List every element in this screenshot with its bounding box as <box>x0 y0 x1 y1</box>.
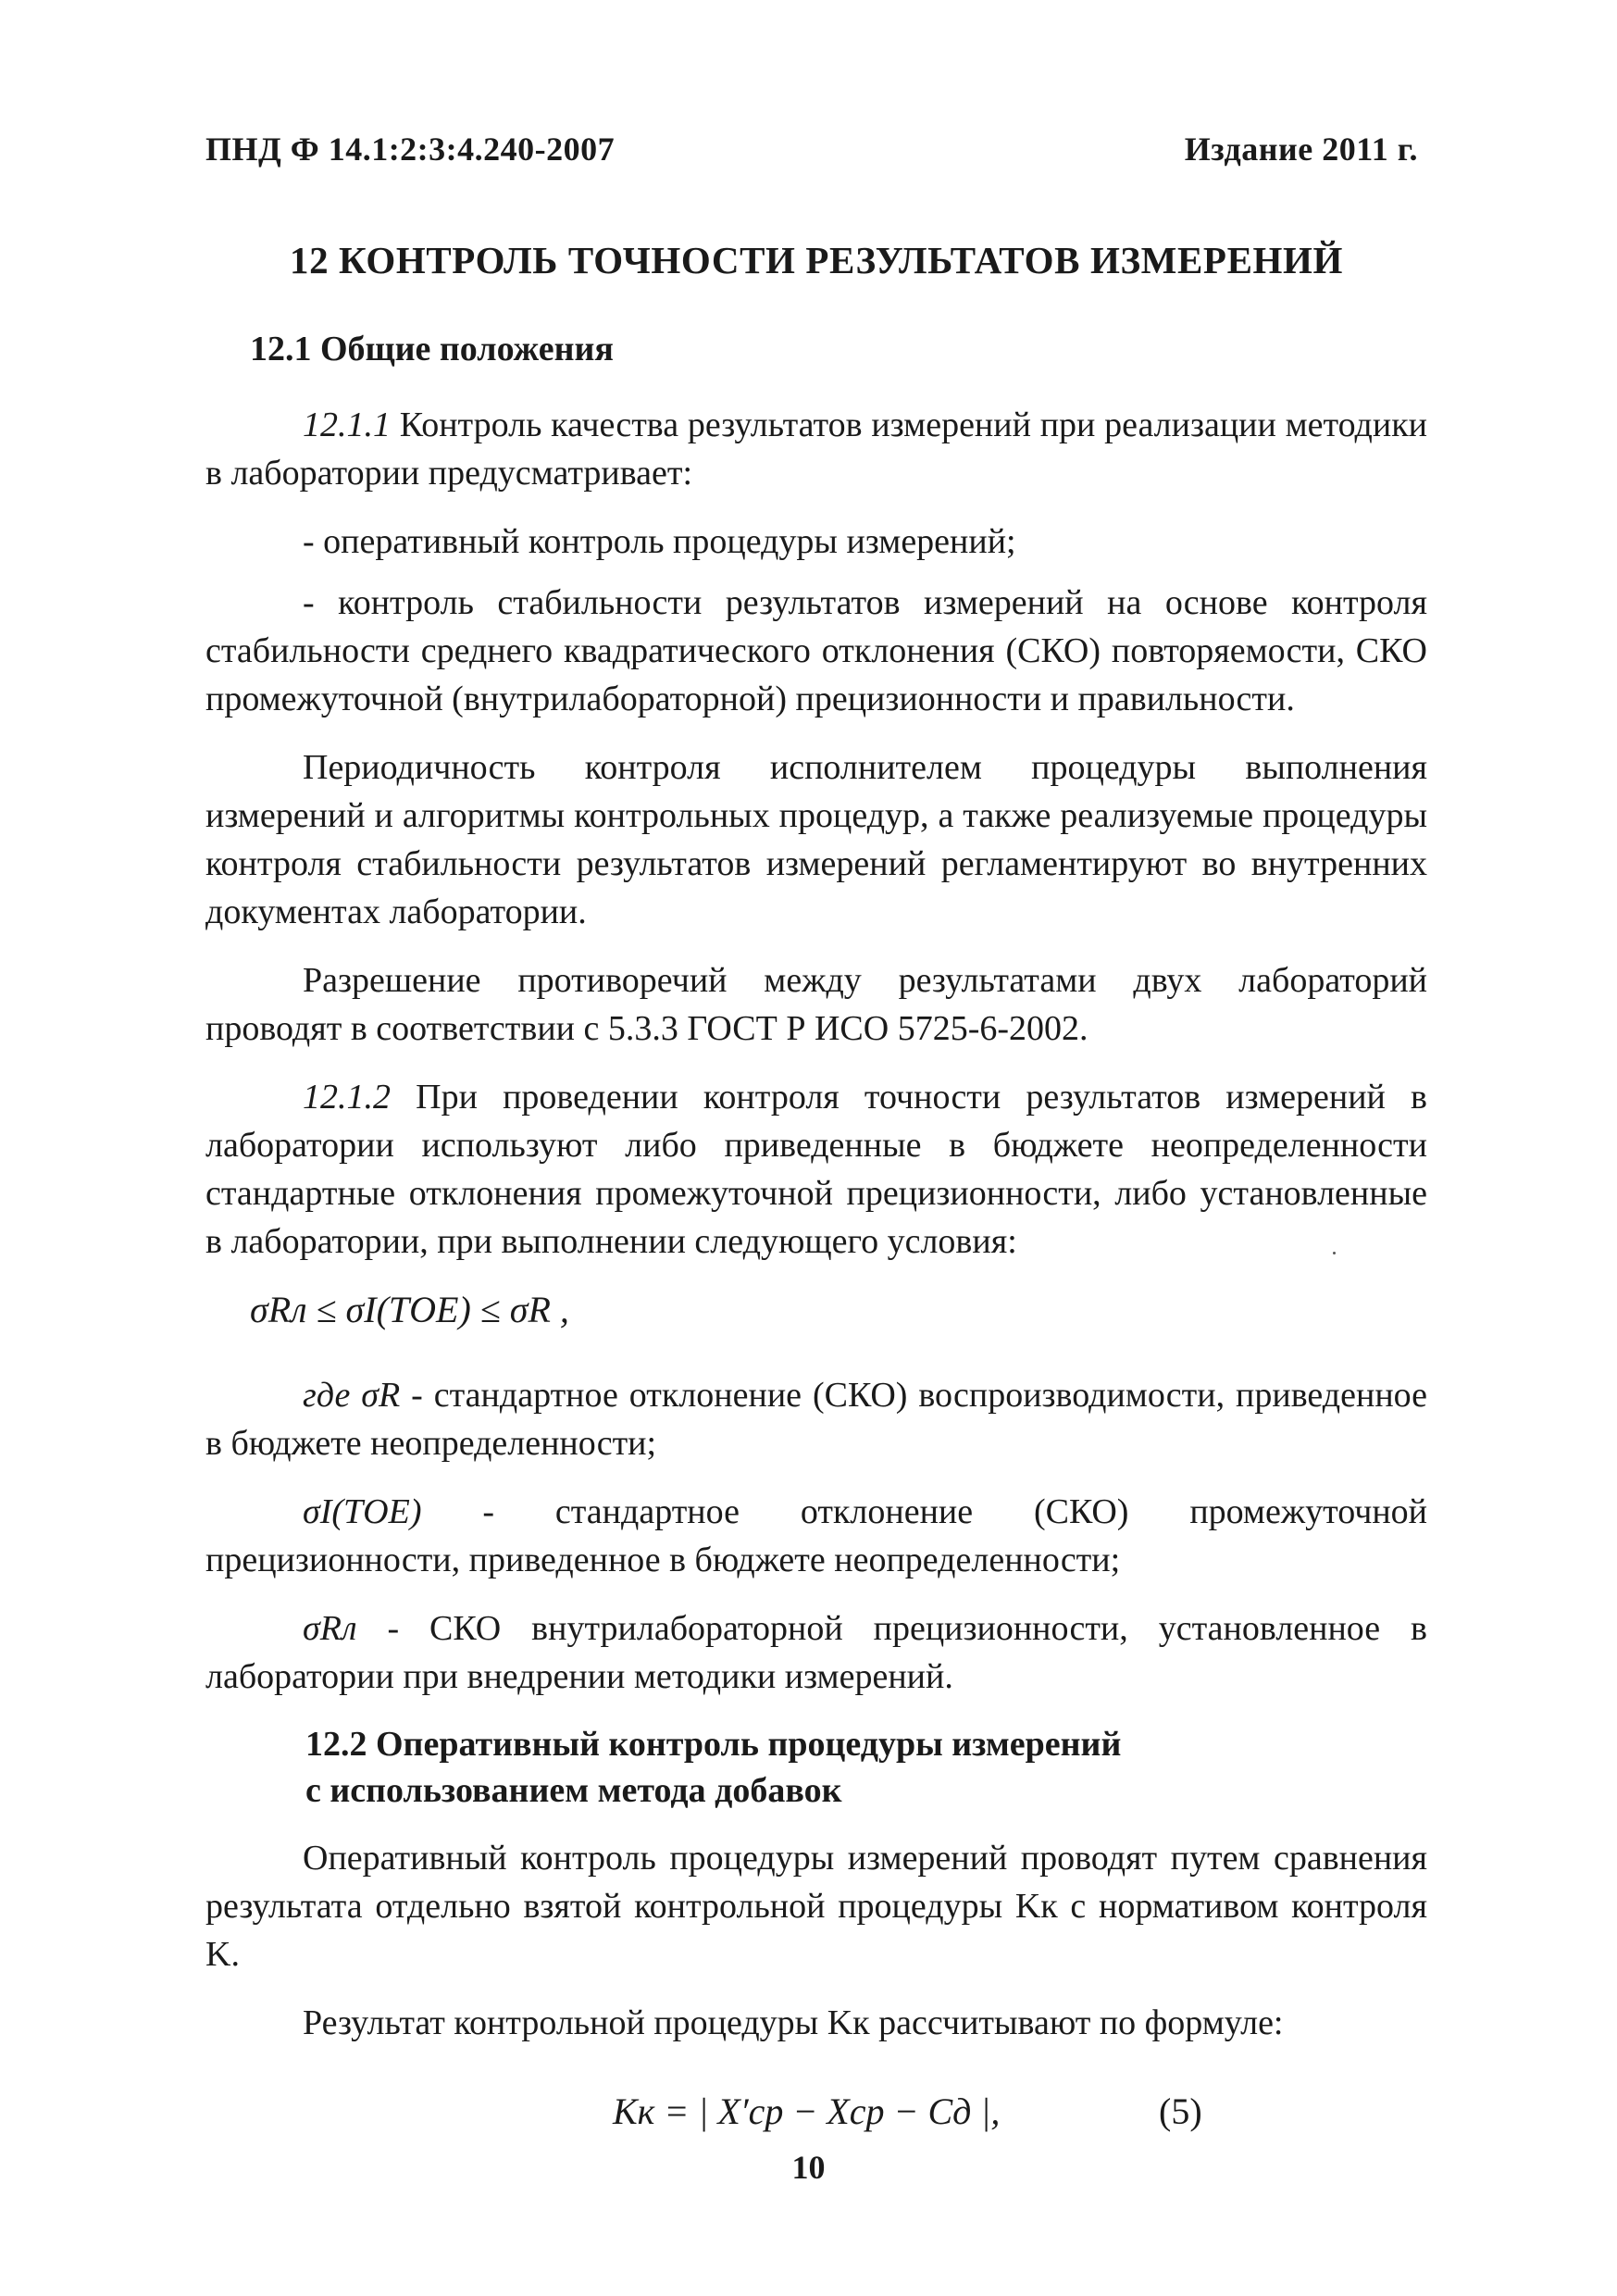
formula-number: (5) <box>1159 2090 1202 2132</box>
symbol: где σR <box>303 1376 401 1415</box>
paragraph-number: 12.1.1 <box>303 406 391 444</box>
definition-text: - СКО внутрилабораторной прецизионности, установленное в лаборатории при внедрении методики измерений. <box>205 1609 1427 1696</box>
symbol: σRл <box>303 1609 357 1648</box>
page-number: 10 <box>791 2149 826 2186</box>
section-title: 12 КОНТРОЛЬ ТОЧНОСТИ РЕЗУЛЬТАТОВ ИЗМЕРЕНИЙ <box>289 239 1343 281</box>
definition-sigma-i <box>205 1488 1427 1584</box>
list-item: - оперативный контроль процедуры измерений; <box>303 522 1016 561</box>
paragraph: Разрешение противоречий между результатами двух лабораторий проводят в соответствии с 5.3.3 ГОСТ Р ИСО 5725-6-2002. <box>205 961 1427 1048</box>
doc-code: ПНД Ф 14.1:2:3:4.240-2007 <box>205 131 616 168</box>
definition-text: - стандартное отклонение (СКО) промежуточной прецизионности, приведенное в бюджете неопределенности; <box>205 1492 1427 1579</box>
subsection-title-12-1: 12.1 Общие положения <box>250 330 614 368</box>
paragraph-12-1-2 <box>205 1073 1427 1266</box>
paragraph: Периодичность контроля исполнителем процедуры выполнения измерений и алгоритмы контрольных процедур, а также реализуемые процедуры контроля стабильности результатов измерений регламентируют во внутренних документах лаборатории. <box>205 748 1427 931</box>
paragraph-text: Контроль качества результатов измерений при реализации методики в лаборатории предусматривает: <box>205 406 1427 493</box>
paragraph-number: 12.1.2 <box>303 1078 391 1117</box>
definition-sigma-r <box>205 1371 1427 1467</box>
scan-speck <box>1333 1252 1336 1254</box>
definition-text: - стандартное отклонение (СКО) воспроизводимости, приведенное в бюджете неопределенности; <box>205 1376 1427 1463</box>
symbol: σI(ТОЕ) <box>303 1492 422 1531</box>
edition-label: Издание 2011 г. <box>1184 131 1418 168</box>
paragraph-text: При проведении контроля точности результатов измерений в лаборатории используют либо приведенные в бюджете неопределенности стандартные отклонения промежуточной прецизионности, либо установленные в лаборатории, при выполнении следующего условия: <box>205 1078 1427 1261</box>
subsection-title-line: с использованием метода добавок <box>305 1771 842 1810</box>
subsection-title-line: 12.2 Оперативный контроль процедуры измерений <box>305 1725 1122 1764</box>
paragraph-12-1-1 <box>205 401 1427 497</box>
page-content <box>205 236 1427 2162</box>
subsection-title-12-2 <box>305 1721 1427 1814</box>
list-item: - контроль стабильности результатов измерений на основе контроля стабильности среднего квадратического отклонения (СКО) повторяемости, СКО промежуточной (внутрилабораторной) прецизионности и правильности. <box>205 583 1427 718</box>
paragraph: Оперативный контроль процедуры измерений проводят путем сравнения результата отдельно взятой контрольной процедуры Kк с нормативом контроля K. <box>205 1839 1427 1974</box>
formula-expression: Kк = | X′ср − Xср − Cд |, <box>613 2090 1001 2132</box>
paragraph: Результат контрольной процедуры Kк рассчитывают по формуле: <box>303 2003 1284 2042</box>
definition-sigma-rl <box>205 1604 1427 1701</box>
condition-formula: σRл ≤ σI(ТОЕ) ≤ σR , <box>250 1289 569 1330</box>
